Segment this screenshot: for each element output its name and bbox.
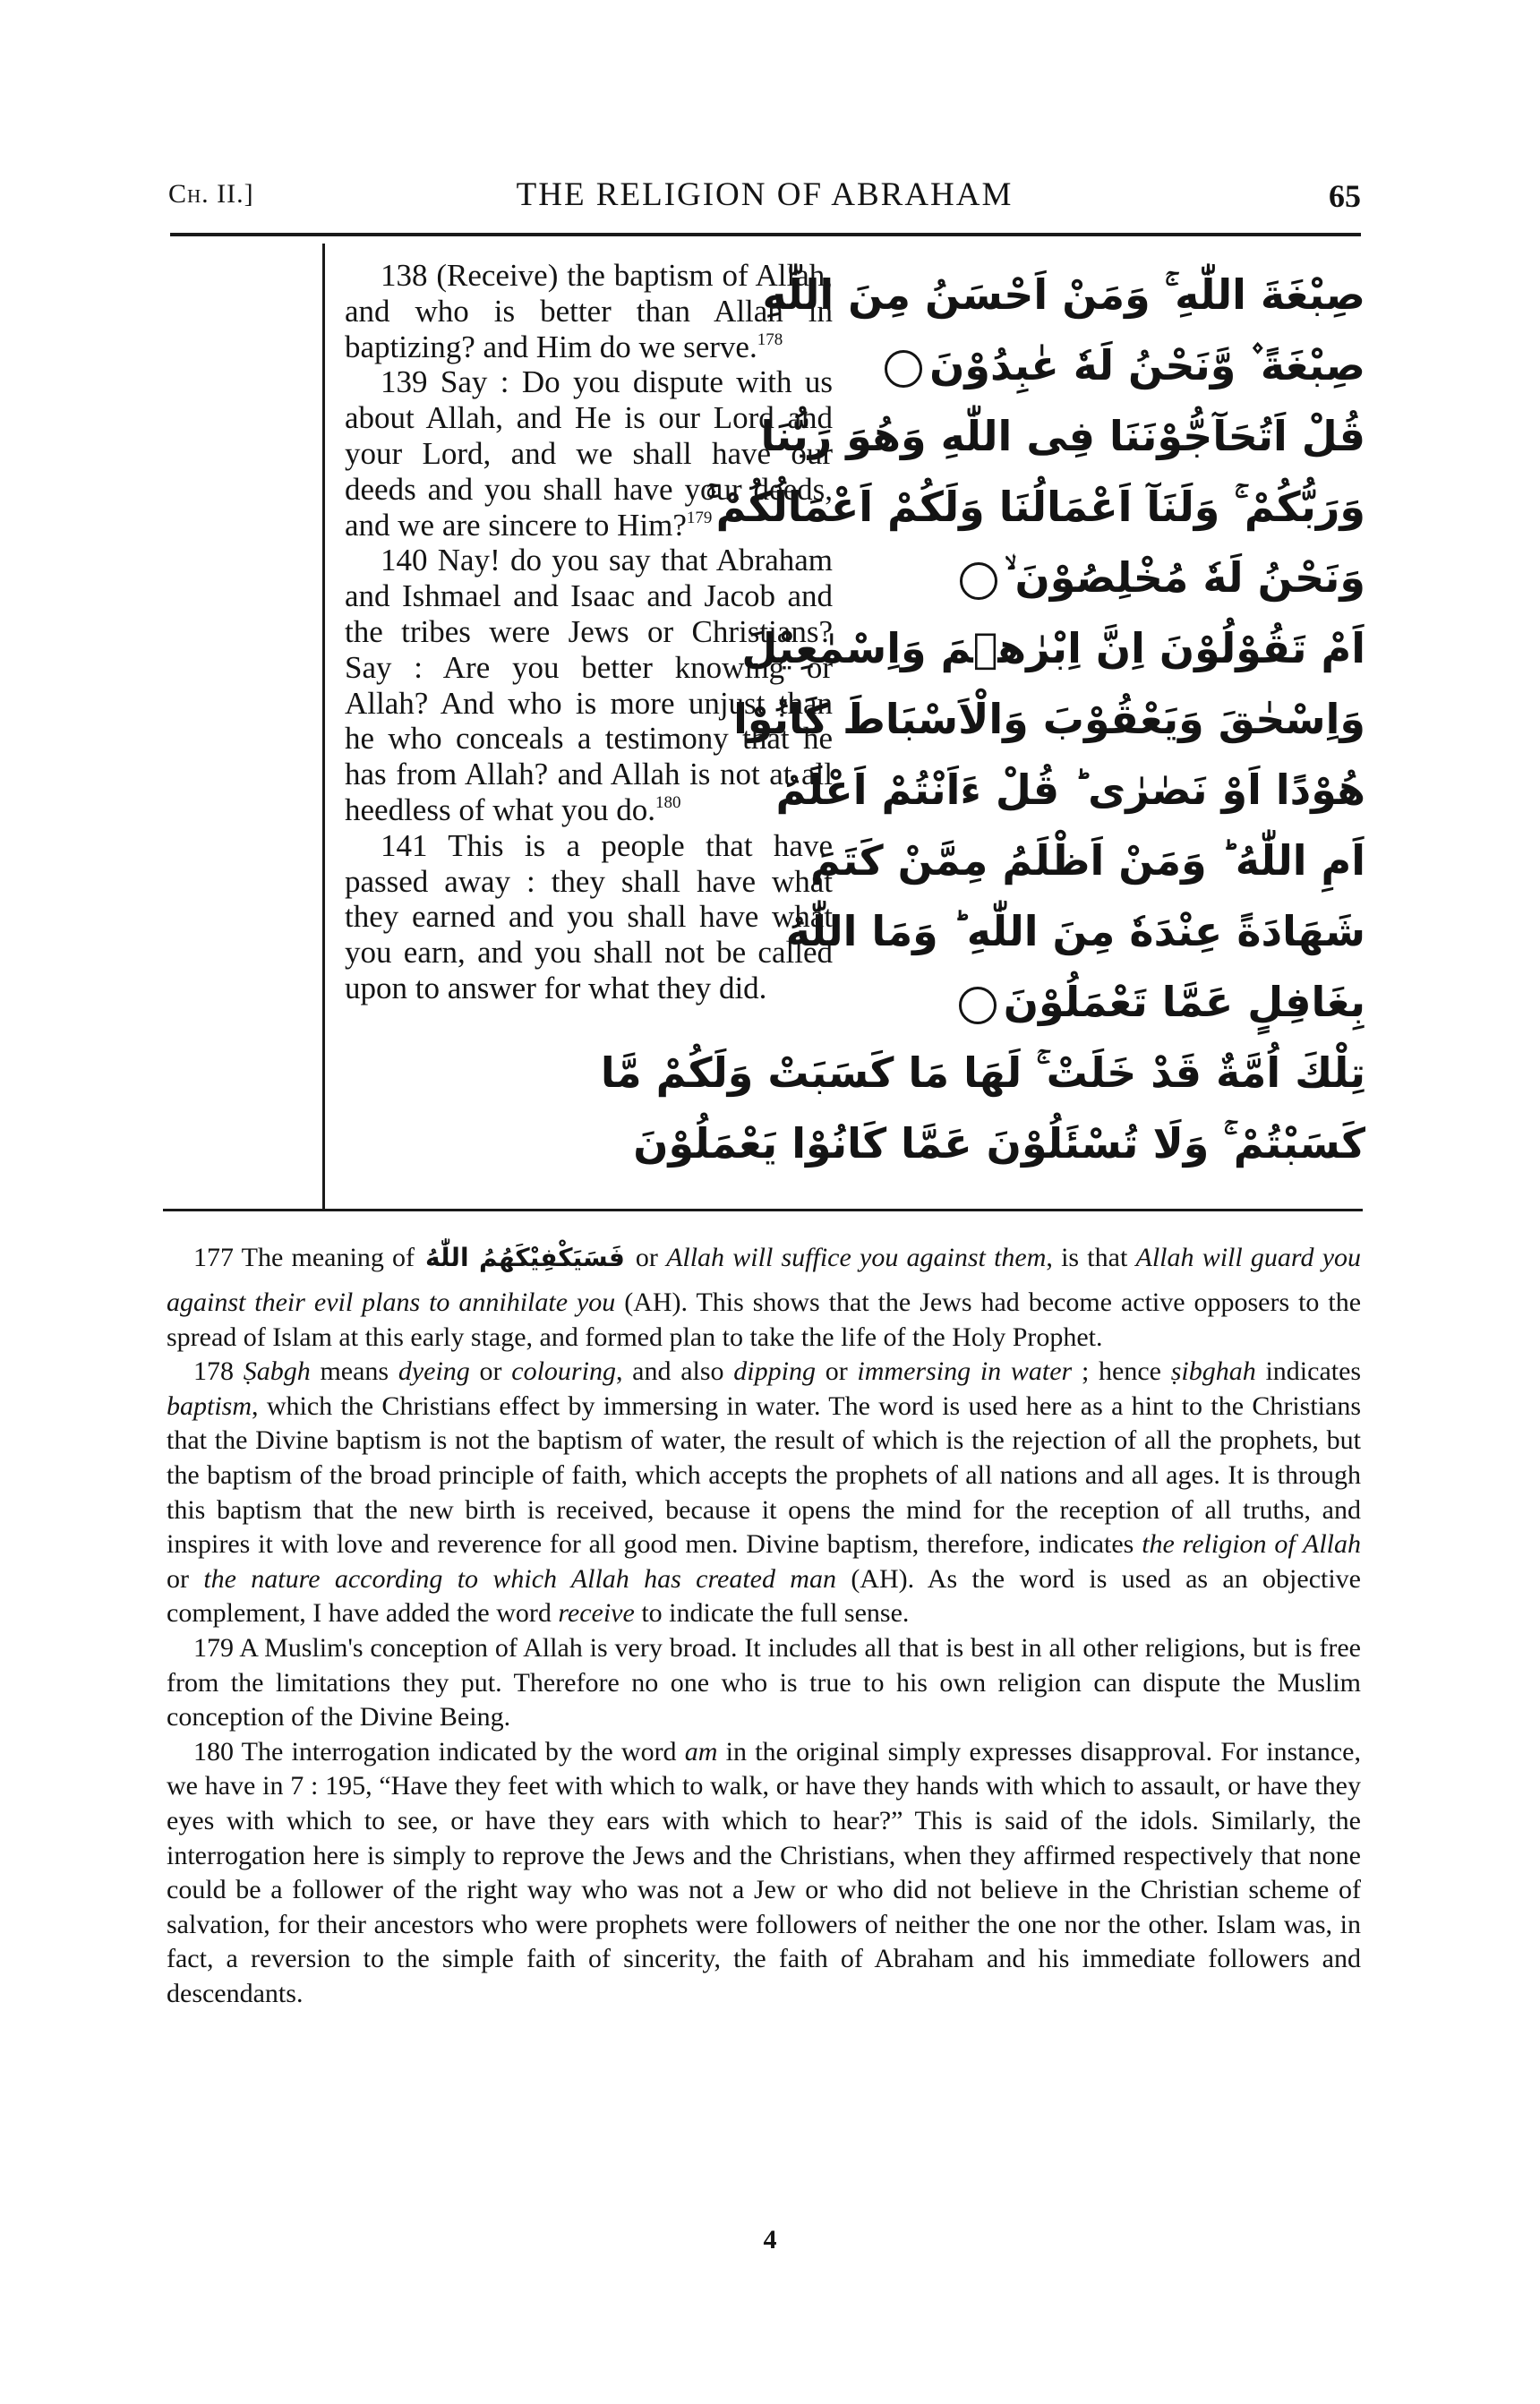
arabic-line-text: صِبْغَةً ۫ وَّنَحْنُ لَهٗ عٰبِدُوْنَ bbox=[929, 341, 1365, 389]
footnote-text: A Muslim's conception of Allah is very broad. It includes all that is best in all other religions, but is free from the limitations they put. Therefore no one who is true to his own religion can dispute the Muslim conception of the Divine Being. bbox=[167, 1632, 1361, 1732]
verse-end-circle-icon bbox=[959, 987, 997, 1024]
footnote-ref[interactable]: 180 bbox=[655, 792, 681, 812]
page-number: 65 bbox=[1329, 178, 1361, 214]
footnote-text: or bbox=[479, 1356, 502, 1387]
footnote-text: , is that bbox=[1046, 1243, 1128, 1272]
footnote-text: The meaning of bbox=[241, 1243, 415, 1272]
arabic-line bbox=[886, 543, 1365, 613]
footnote-178 bbox=[167, 1355, 1361, 1631]
footnote-text: or bbox=[167, 1563, 189, 1594]
italic-term: colouring bbox=[511, 1356, 616, 1387]
footnote-number: 179 bbox=[193, 1632, 234, 1663]
arabic-line: كَسَبْتُمْ ۚ وَلَا تُسْئَلُوْنَ عَمَّا كَانُوْا يَعْمَلُوْنَ bbox=[633, 1119, 1365, 1168]
footnote-text: , and also bbox=[615, 1356, 724, 1387]
verse-end-circle-icon bbox=[960, 562, 997, 600]
arabic-line-text: وَنَحْنُ لَهٗ مُخْلِصُوْنَ ۙ bbox=[1005, 553, 1365, 602]
arabic-line: اَمْ تَقُوْلُوْنَ اِنَّ اِبْرٰهٖمَ وَاِسْمٰعِيْلَ bbox=[741, 624, 1365, 672]
footnote-text: means bbox=[320, 1356, 389, 1387]
arabic-line bbox=[886, 967, 1365, 1038]
verse-number: 139 bbox=[381, 364, 428, 400]
page-title: THE RELIGION OF ABRAHAM bbox=[516, 176, 1014, 213]
arabic-line: هُوْدًا اَوْ نَصٰرٰى ؕ قُلْ ءَاَنْتُمْ اَعْلَمُ bbox=[775, 766, 1365, 814]
footnote-ref[interactable]: 178 bbox=[757, 329, 783, 349]
italic-term: baptism bbox=[167, 1390, 252, 1421]
footnote-179 bbox=[167, 1631, 1361, 1735]
signature-mark: 4 bbox=[763, 2225, 777, 2254]
footnote-separator-rule bbox=[163, 1209, 1363, 1211]
italic-term: the nature according to which Allah has created man bbox=[203, 1563, 836, 1594]
footnote-text: (AH). This shows that the Jews had become active opposers to the spread of Islam at this early stage, and formed plan to take the life of the Holy Prophet. bbox=[167, 1288, 1362, 1352]
footnote-text: ; hence bbox=[1081, 1356, 1161, 1387]
arabic-line: شَهَادَةً عِنْدَهٗ مِنَ اللّٰهِ ؕ وَمَا اللّٰهُ bbox=[785, 907, 1365, 955]
footnote-number: 177 bbox=[193, 1243, 234, 1272]
italic-gloss: Allah will guard you against their evil plans to annihilate you bbox=[167, 1243, 1362, 1317]
chapter-label: Ch. II.] bbox=[168, 179, 254, 209]
header-rule bbox=[170, 233, 1361, 236]
footnote-180 bbox=[167, 1735, 1361, 2012]
verse-end-circle-icon bbox=[885, 350, 922, 388]
arabic-line: قُلْ اَتُحَآجُّوْنَنَا فِى اللّٰهِ وَهُوَ رَبُّنَا bbox=[760, 412, 1365, 460]
arabic-line: تِلْكَ اُمَّةٌ قَدْ خَلَتْ ۚ لَهَا مَا كَسَبَتْ وَلَكُمْ مَّا bbox=[600, 1048, 1365, 1097]
italic-term: dyeing bbox=[398, 1356, 470, 1387]
footnote-text: The interrogation indicated by the word bbox=[241, 1736, 677, 1767]
italic-term: receive bbox=[558, 1598, 635, 1629]
footnote-ref[interactable]: 179 bbox=[686, 508, 713, 527]
verse-number: 140 bbox=[381, 543, 428, 578]
footnote-number: 178 bbox=[193, 1356, 234, 1387]
footnotes bbox=[167, 1230, 1361, 2011]
footnote-number: 180 bbox=[193, 1736, 234, 1767]
italic-term: am bbox=[684, 1736, 718, 1767]
arabic-line-text: بِغَافِلٍ عَمَّا تَعْمَلُوْنَ bbox=[1003, 978, 1365, 1026]
footnote-text: to indicate the full sense. bbox=[641, 1598, 910, 1629]
verse-text: This is a people that have passed away : they shall have what they earned and you shall have what you earn, and you shall not be called upon to answer for what they did. bbox=[345, 827, 833, 1005]
arabic-line: اَمِ اللّٰهُ ؕ وَمَنْ اَظْلَمُ مِمَّنْ كَتَمَ bbox=[809, 836, 1365, 885]
italic-gloss: Allah will suffice you against them bbox=[666, 1243, 1047, 1272]
italic-term: dipping bbox=[733, 1356, 816, 1387]
footnote-text: or bbox=[635, 1243, 658, 1272]
footnote-177 bbox=[167, 1230, 1361, 1355]
italic-term: the religion of Allah bbox=[1142, 1529, 1362, 1560]
footnote-text: indicates bbox=[1265, 1356, 1362, 1387]
arabic-line: وَاِسْحٰقَ وَيَعْقُوْبَ وَالْاَسْبَاطَ كَانُوْا bbox=[733, 695, 1365, 743]
verse-number: 141 bbox=[381, 827, 428, 863]
verse-number: 138 bbox=[381, 258, 428, 293]
footnote-text: (AH). As the word is used as an objective complement, I have added the word bbox=[167, 1563, 1361, 1629]
footnote-text: , which the Christians effect by immersing in water. The word is used here as a hint to the Christians that the Divine baptism is not the baptism of water, the result of which is the rejection of all the prophets, but the baptism of the broad principle of faith, which accepts the prophets of all nations and all ages. It is through this baptism that the new birth is received, because it opens the mind for the reception of all truths, and inspires it with love and reverence for all good men. Divine baptism, therefore, indicates bbox=[167, 1390, 1361, 1560]
footnote-text: or bbox=[825, 1356, 848, 1387]
arabic-line bbox=[886, 330, 1365, 401]
italic-term: Ṣabgh bbox=[243, 1356, 311, 1387]
arabic-line: صِبْغَةَ اللّٰهِ ۚ وَمَنْ اَحْسَنُ مِنَ اللّٰهِ bbox=[762, 270, 1365, 319]
footnote-text: in the original simply expresses disapproval. For instance, we have in 7 : 195, “Have they feet with which to walk, or have they hands with which to assault, or have they eyes with which to see, or have they ears with which to hear?” This is said of the idols. Similarly, the interrogation here is simply to reprove the Jews and the Christians, when they affirmed respectively that none could be a follower of the right way who was not a Jew or who did not believe in the Christian scheme of salvation, for their ancestors who were prophets were followers of neither the one nor the other. Islam was, in fact, a reversion to the simple faith of sincerity, the faith of Abraham and his immediate followers and descendants. bbox=[167, 1736, 1361, 2008]
arabic-line: وَرَبُّكُمْ ۚ وَلَنَآ اَعْمَالُنَا وَلَكُمْ اَعْمَالُكُمْ ۚ bbox=[706, 483, 1365, 531]
verse-141 bbox=[345, 828, 833, 1006]
verse-text: Say : Do you dispute with us about Allah, and He is our Lord and your Lord, and we shall have our deeds and you shall have your deeds, and we are sincere to Him? bbox=[345, 364, 834, 543]
verse-138 bbox=[345, 258, 833, 364]
running-head bbox=[168, 175, 1361, 220]
italic-term: immersing in water bbox=[857, 1356, 1073, 1387]
verse-text: Nay! do you say that Abraham and Ishmael and Isaac and Jacob and the tribes were Jews or Christians? Say : Are you better knowing or Allah? And who is more unjust than he who conceals a testimony that he has from Allah? and Allah is not at all heedless of what you do. bbox=[345, 543, 833, 827]
verse-text: (Receive) the baptism of Allah, and who is better than Allah in baptizing? and Him do we serve. bbox=[345, 258, 834, 364]
italic-term: ṣibghah bbox=[1170, 1356, 1256, 1387]
arabic-inline-phrase: فَسَيَكْفِيْكَهُمُ اللّٰهُ bbox=[425, 1243, 625, 1272]
column-divider bbox=[322, 244, 325, 1209]
